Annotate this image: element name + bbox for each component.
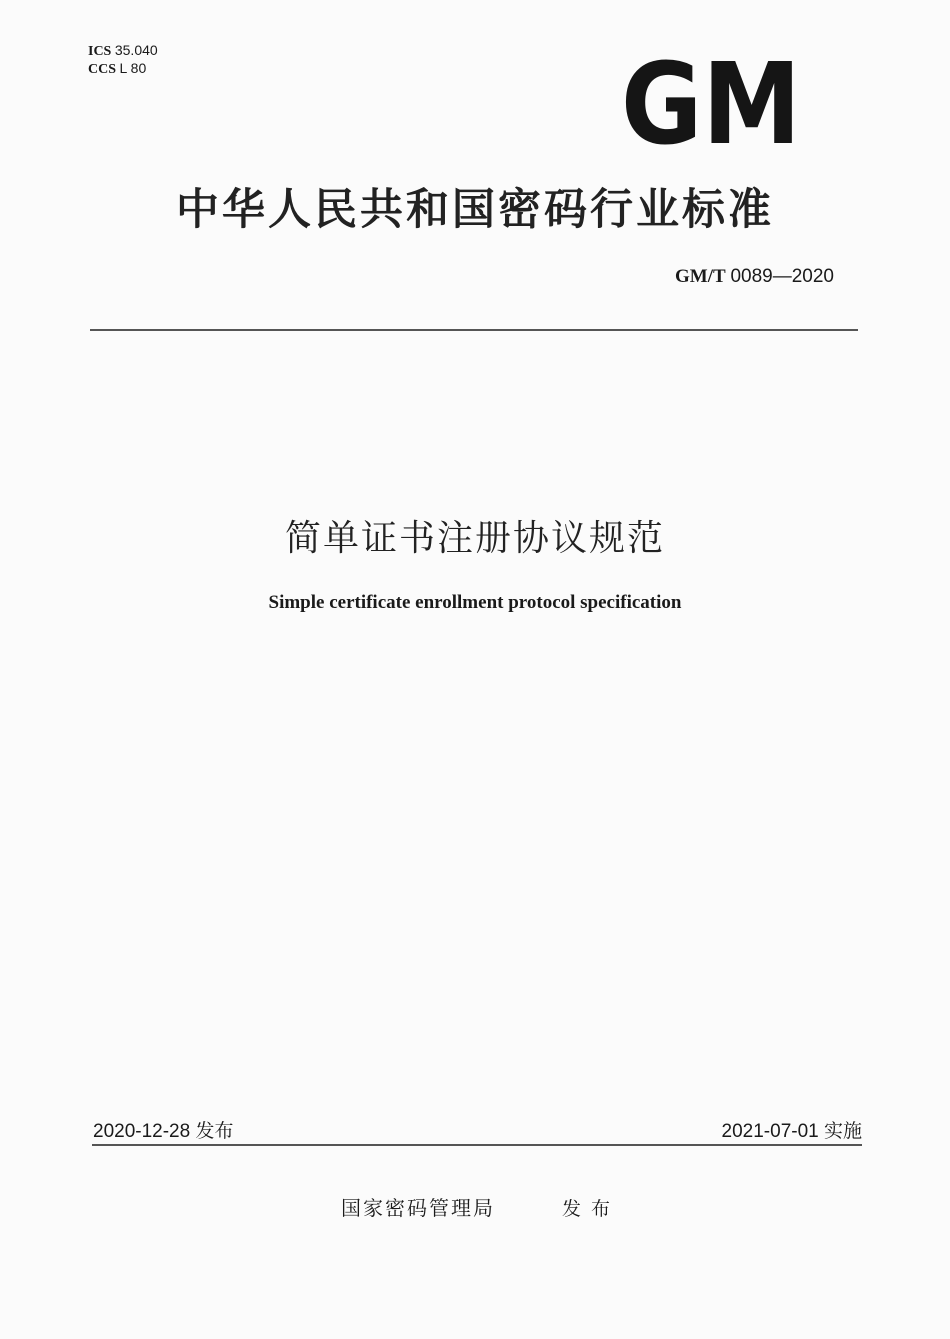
ccs-label: CCS [88, 62, 117, 77]
standard-number [675, 266, 834, 288]
bottom-divider [92, 1144, 862, 1146]
issue-date: 2020-12-28 发布 [93, 1121, 234, 1142]
ccs-code [88, 60, 158, 78]
ics-value: 35.040 [114, 42, 158, 58]
ccs-value: L 80 [119, 60, 147, 76]
ics-code [88, 42, 158, 60]
implementation-date: 2021-07-01 实施 [721, 1121, 862, 1142]
gm-logo-text: GM [621, 40, 801, 170]
issuing-authority: 国家密码管理局 [341, 1196, 495, 1220]
gm-logo [620, 40, 802, 170]
industry-standard-title: 中华人民共和国密码行业标准 [176, 185, 774, 235]
ics-label: ICS [88, 44, 112, 59]
standard-code: GM/T [675, 266, 726, 287]
document-title-zh: 简单证书注册协议规范 [284, 518, 665, 559]
issue-label: 发布 [562, 1198, 621, 1220]
classification-codes [88, 42, 158, 78]
top-divider [90, 329, 858, 331]
standard-number-value: 0089—2020 [730, 266, 834, 287]
document-title-en: Simple certificate enrollment protocol specification [268, 592, 682, 613]
